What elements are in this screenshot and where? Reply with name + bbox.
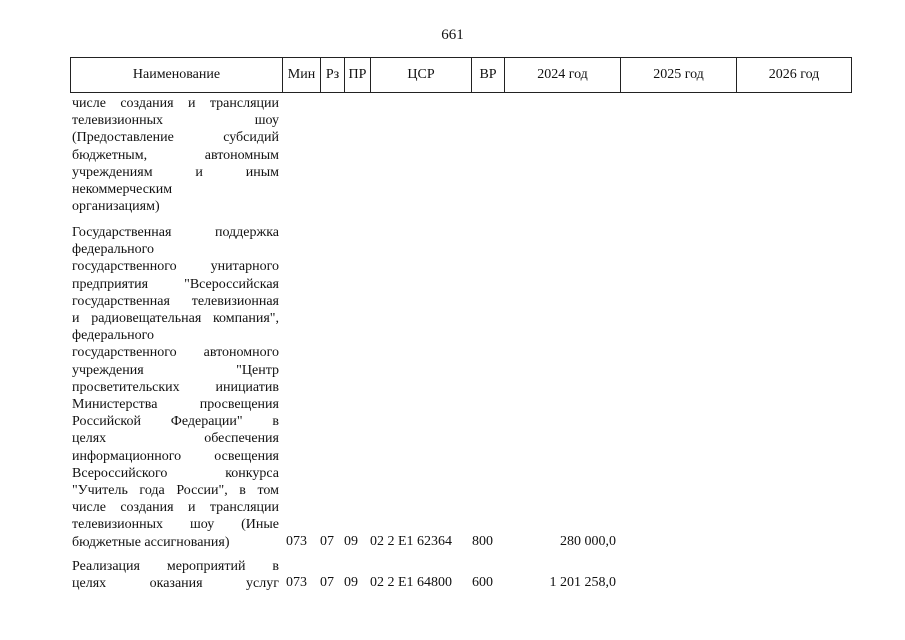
row-2-csr: 02 2 E1 62364 [370, 534, 453, 549]
name-line: учреждения "Центр [72, 362, 279, 378]
name-line: просветительских инициатив [72, 379, 279, 395]
row-2-pr: 09 [344, 534, 358, 549]
row-3-rz: 07 [320, 575, 334, 590]
col-header-min: Мин [283, 58, 321, 93]
name-line: Российской Федерации" в [72, 414, 279, 430]
name-line: целях оказания услуг [72, 576, 279, 592]
name-line: Министерства просвещения [72, 397, 279, 413]
col-header-csr: ЦСР [371, 58, 472, 93]
name-line: телевизионных шоу (Иные [72, 517, 279, 533]
row-1-name [72, 95, 279, 215]
name-line: бюджетным, автономным [72, 147, 279, 163]
name-line: бюджетные ассигнования) [72, 534, 230, 550]
row-3-min: 073 [286, 575, 307, 590]
col-header-pr: ПР [345, 58, 371, 93]
row-3-value-2024: 1 201 258,0 [549, 575, 616, 590]
name-line: государственного автономного [72, 345, 279, 361]
col-header-2025: 2025 год [621, 58, 737, 93]
name-line: Реализация мероприятий в [72, 559, 279, 574]
row-2-rz: 07 [320, 534, 334, 549]
col-header-name: Наименование [71, 58, 283, 93]
name-line: государственного унитарного [72, 259, 279, 275]
name-line: Государственная поддержка [72, 225, 279, 240]
name-line: федерального [72, 328, 155, 344]
name-line: числе создания и трансляции [72, 500, 279, 516]
row-2-vr: 800 [472, 534, 493, 549]
page-number: 661 [441, 27, 464, 43]
name-line: Всероссийского конкурса [72, 465, 279, 481]
row-2-min: 073 [286, 534, 307, 549]
col-header-rz: Рз [321, 58, 345, 93]
name-line: предприятия "Всероссийская [72, 276, 279, 292]
col-header-vr: ВР [472, 58, 505, 93]
row-2-value-2024: 280 000,0 [560, 534, 616, 549]
name-line: информационного освещения [72, 448, 279, 464]
name-line: телевизионных шоу [72, 113, 279, 129]
name-line: федерального [72, 242, 155, 258]
name-line: (Предоставление субсидий [72, 130, 279, 146]
col-header-2024: 2024 год [505, 58, 621, 93]
row-2-name [72, 224, 279, 551]
row-3-name [72, 558, 279, 592]
row-3-vr: 600 [472, 575, 493, 590]
name-line: учреждениям и иным [72, 164, 279, 180]
name-line: и радиовещательная компания", [72, 311, 279, 327]
name-line: целях обеспечения [72, 431, 279, 447]
name-line: государственная телевизионная [72, 293, 279, 309]
name-line: организациям) [72, 199, 160, 215]
name-line: числе создания и трансляции [72, 96, 279, 111]
row-3-csr: 02 2 E1 64800 [370, 575, 453, 590]
table-header [70, 57, 852, 93]
col-header-2026: 2026 год [737, 58, 852, 93]
name-line: "Учитель года России", в том [72, 483, 279, 499]
row-3-pr: 09 [344, 575, 358, 590]
name-line: некоммерческим [72, 182, 173, 198]
